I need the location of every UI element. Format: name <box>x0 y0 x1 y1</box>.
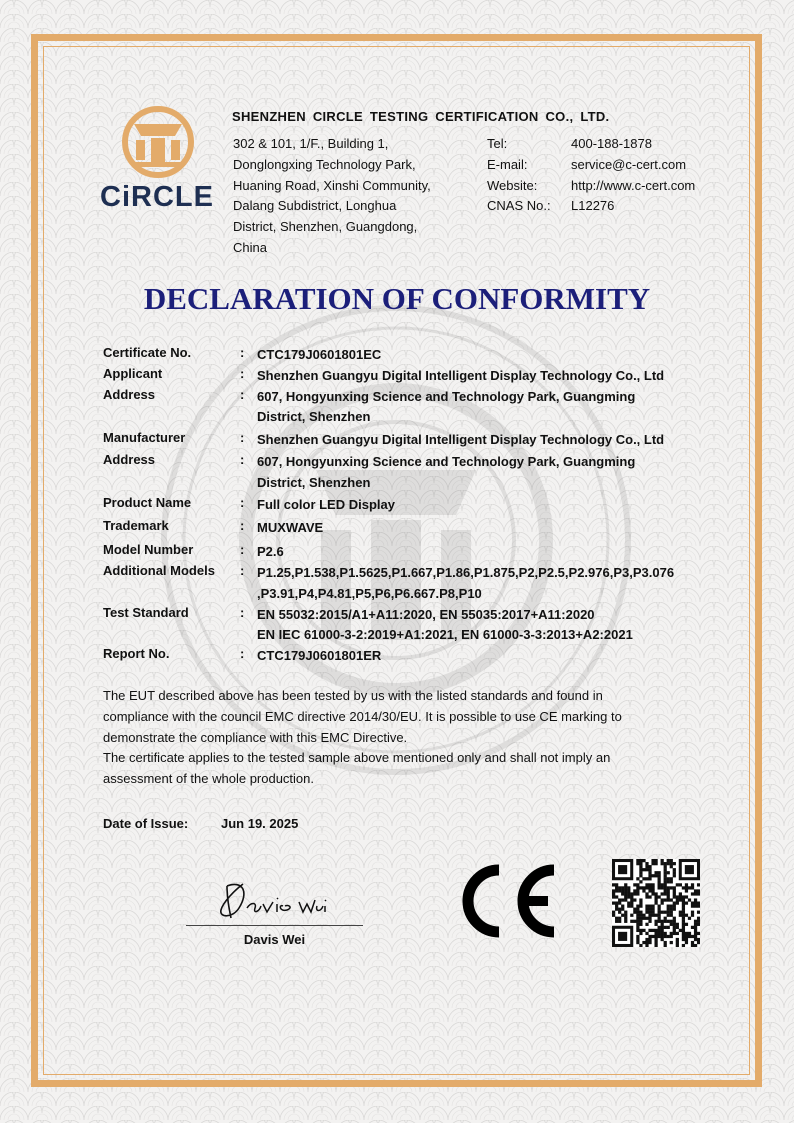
field-value-line: P2.6 <box>257 544 284 560</box>
field-value-line: P1.25,P1.538,P1.5625,P1.667,P1.86,P1.875,P2,P2.5,P2.976,P3,P3.076 <box>257 564 675 580</box>
field-label: Product Name <box>103 494 192 510</box>
field-colon: : <box>240 386 245 402</box>
field-value-line: Shenzhen Guangyu Digital Intelligent Display Technology Co., Ltd <box>257 432 665 448</box>
field-report-no <box>103 646 697 667</box>
ce-mark-icon <box>452 862 562 940</box>
issue-label: Date of Issue: <box>103 816 189 831</box>
field-manufacturer <box>103 430 697 451</box>
field-label: Applicant <box>103 365 163 381</box>
field-colon: : <box>240 604 245 620</box>
issue-date: Jun 19. 2025 <box>221 816 299 831</box>
circle-logo-icon <box>118 106 198 178</box>
company-address <box>233 134 431 259</box>
field-product-name <box>103 495 697 516</box>
field-value-line: CTC179J0601801EC <box>257 347 382 362</box>
field-value <box>257 345 697 366</box>
field-test-standard <box>103 605 697 647</box>
field-value <box>257 518 697 539</box>
statement-line: assessment of the whole production. <box>103 771 315 787</box>
document-title: DECLARATION OF CONFORMITY <box>143 281 651 316</box>
field-label: Address <box>103 451 156 467</box>
field-colon: : <box>240 365 245 381</box>
field-colon: : <box>240 562 245 578</box>
field-colon: : <box>240 646 245 662</box>
handwritten-signature <box>213 878 333 924</box>
field-certificate-no <box>103 345 697 366</box>
field-value <box>257 452 697 494</box>
company-name: SHENZHEN CIRCLE TESTING CERTIFICATION CO., LTD. <box>232 109 610 124</box>
field-value-line: 607, Hongyunxing Science and Technology Park, Guangming <box>257 388 636 404</box>
contact-tel <box>487 134 695 155</box>
field-trademark <box>103 518 697 539</box>
field-colon: : <box>240 518 245 534</box>
field-value-line: District, Shenzhen <box>257 409 371 425</box>
field-value <box>257 387 697 429</box>
address-line: Dalang Subdistrict, Longhua <box>233 198 397 214</box>
address-line: 302 & 101, 1/F., Building 1, <box>233 136 389 151</box>
qr-code-icon <box>612 859 700 947</box>
statement-line: compliance with the council EMC directive 2014/30/EU. It is possible to use CE marking to <box>103 708 622 724</box>
field-value <box>257 563 697 605</box>
field-applicant <box>103 366 697 387</box>
field-value <box>257 542 697 563</box>
field-label: Additional Models <box>103 562 215 578</box>
field-label: Trademark <box>103 518 169 534</box>
address-line: Huaning Road, Xinshi Community, <box>233 177 431 193</box>
field-label: Certificate No. <box>103 345 192 360</box>
signatory-name: Davis Wei <box>243 932 306 947</box>
field-label: Address <box>103 386 156 402</box>
field-value-line: MUXWAVE <box>257 520 324 536</box>
compliance-statement <box>103 686 683 790</box>
field-applicant-address <box>103 387 697 429</box>
field-value <box>257 495 697 516</box>
signature-line <box>186 925 363 926</box>
field-colon: : <box>240 542 245 558</box>
field-label: Model Number <box>103 542 194 558</box>
contact-label: Tel: <box>487 136 508 151</box>
field-value-line: District, Shenzhen <box>257 474 371 490</box>
date-of-issue <box>103 816 298 831</box>
field-value <box>257 430 697 451</box>
field-colon: : <box>240 494 245 510</box>
field-model-number <box>103 542 697 563</box>
field-value-line: Full color LED Display <box>257 496 395 512</box>
field-value <box>257 366 697 387</box>
contact-cnas <box>487 196 695 217</box>
contact-info <box>487 134 695 217</box>
field-label: Report No. <box>103 646 170 662</box>
field-value-line: EN IEC 61000-3-2:2019+A1:2021, EN 61000-3-3:2013+A2:2021 <box>257 627 633 643</box>
field-colon: : <box>240 430 245 446</box>
certificate-fields <box>103 345 697 667</box>
field-manufacturer-address <box>103 452 697 494</box>
field-colon: : <box>240 345 245 360</box>
field-value <box>257 646 697 667</box>
contact-label: Website: <box>487 177 538 193</box>
address-line: China <box>233 239 267 255</box>
contact-website <box>487 176 695 197</box>
contact-value: 400-188-1878 <box>571 136 652 151</box>
field-value-line: EN 55032:2015/A1+A11:2020, EN 55035:2017+A11:2020 <box>257 606 595 622</box>
contact-label: E-mail: <box>487 156 528 172</box>
field-value <box>257 605 697 647</box>
field-value-line: CTC179J0601801ER <box>257 648 382 664</box>
contact-value: service@c-cert.com <box>571 156 687 172</box>
field-label: Manufacturer <box>103 430 186 446</box>
field-value-line: ,P3.91,P4,P4.81,P5,P6,P6.667.P8,P10 <box>257 585 482 601</box>
statement-line: The EUT described above has been tested by us with the listed standards and found in <box>103 688 603 703</box>
statement-line: demonstrate the compliance with this EMC Directive. <box>103 729 408 745</box>
field-value-line: Shenzhen Guangyu Digital Intelligent Display Technology Co., Ltd <box>257 367 665 383</box>
address-line: Donglongxing Technology Park, <box>233 156 416 172</box>
contact-value: L12276 <box>571 198 615 214</box>
field-value-line: 607, Hongyunxing Science and Technology Park, Guangming <box>257 453 636 469</box>
contact-email <box>487 155 695 176</box>
contact-label: CNAS No.: <box>487 198 551 214</box>
contact-value: http://www.c-cert.com <box>571 177 696 193</box>
field-colon: : <box>240 451 245 467</box>
field-additional-models <box>103 563 697 605</box>
logo-text: CiRCLE <box>100 181 214 213</box>
address-line: District, Shenzhen, Guangdong, <box>233 219 418 235</box>
statement-line: The certificate applies to the tested sample above mentioned only and shall not imply an <box>103 750 611 766</box>
field-label: Test Standard <box>103 604 189 620</box>
